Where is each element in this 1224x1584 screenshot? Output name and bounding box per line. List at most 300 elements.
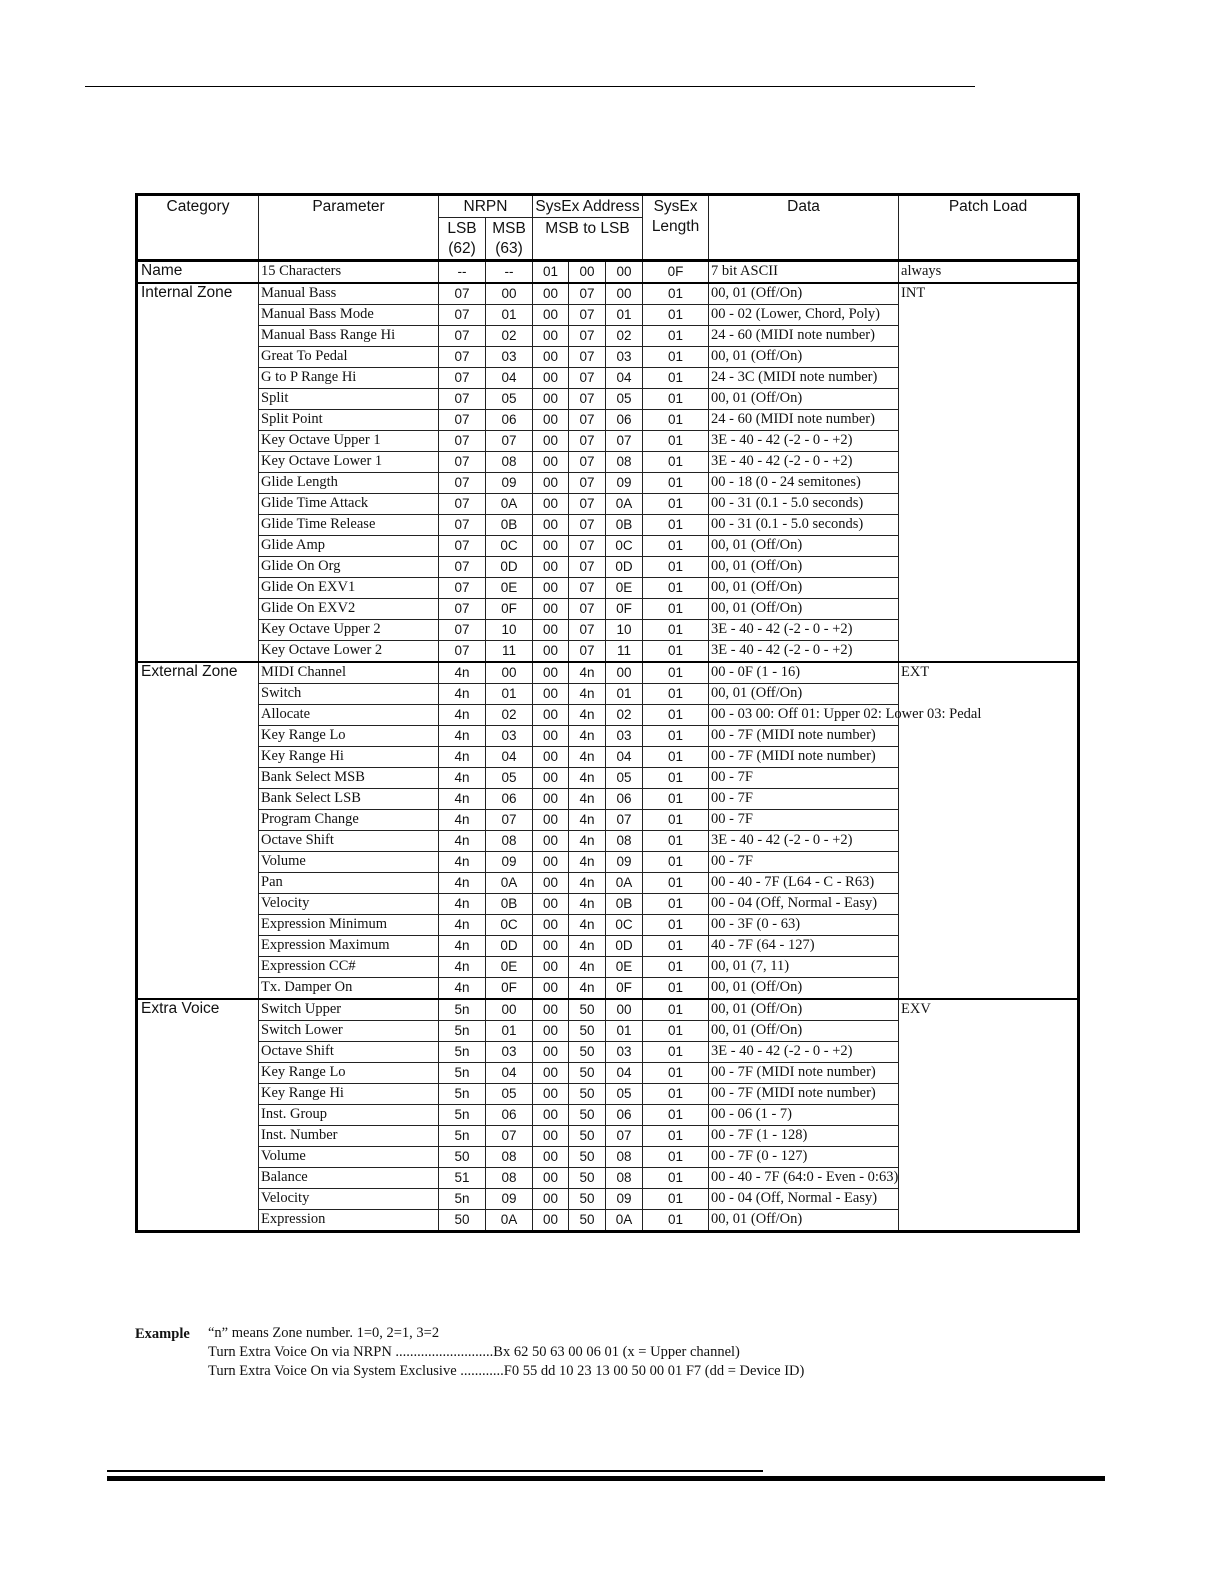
- sysex-addr-1-cell: 00: [533, 747, 569, 768]
- nrpn-lsb-cell: 5n: [439, 1084, 486, 1105]
- sysex-addr-1-cell: 00: [533, 1147, 569, 1168]
- table-row: [137, 283, 1079, 305]
- sysex-addr-1-cell: 00: [533, 999, 569, 1021]
- sysex-length-cell: 01: [643, 999, 709, 1021]
- parameter-cell: Octave Shift: [259, 831, 439, 852]
- nrpn-lsb-cell: 07: [439, 347, 486, 368]
- parameter-cell: Balance: [259, 1168, 439, 1189]
- sysex-addr-1-cell: 00: [533, 936, 569, 957]
- sysex-addr-2-cell: 4n: [569, 662, 606, 684]
- table-row: [137, 999, 1079, 1021]
- data-cell: 00 - 7F: [709, 768, 899, 789]
- nrpn-msb-cell: 09: [486, 1189, 533, 1210]
- sysex-length-cell: 01: [643, 747, 709, 768]
- sysex-addr-2-cell: 50: [569, 1210, 606, 1232]
- nrpn-sysex-table: [135, 193, 1080, 1233]
- data-cell: 00, 01 (Off/On): [709, 283, 899, 305]
- nrpn-msb-cell: 10: [486, 620, 533, 641]
- sysex-length-cell: 01: [643, 473, 709, 494]
- sysex-addr-1-cell: 00: [533, 389, 569, 410]
- sysex-length-cell: 01: [643, 936, 709, 957]
- sysex-addr-3-cell: 09: [606, 1189, 643, 1210]
- header-sysex-address: SysEx Address: [533, 195, 643, 218]
- sysex-addr-2-cell: 4n: [569, 747, 606, 768]
- nrpn-msb-cell: 07: [486, 431, 533, 452]
- sysex-addr-1-cell: 00: [533, 578, 569, 599]
- sysex-addr-3-cell: 02: [606, 705, 643, 726]
- sysex-addr-2-cell: 4n: [569, 978, 606, 1000]
- sysex-addr-1-cell: 00: [533, 810, 569, 831]
- sysex-length-cell: 01: [643, 873, 709, 894]
- sysex-addr-2-cell: 4n: [569, 957, 606, 978]
- parameter-cell: Inst. Group: [259, 1105, 439, 1126]
- nrpn-msb-cell: 0E: [486, 578, 533, 599]
- sysex-addr-2-cell: 50: [569, 1105, 606, 1126]
- nrpn-msb-cell: 01: [486, 684, 533, 705]
- sysex-addr-3-cell: 06: [606, 410, 643, 431]
- nrpn-msb-cell: 06: [486, 789, 533, 810]
- data-cell: 00 - 04 (Off, Normal - Easy): [709, 1189, 899, 1210]
- parameter-cell: Program Change: [259, 810, 439, 831]
- nrpn-lsb-cell: 07: [439, 326, 486, 347]
- data-cell: 00 - 7F: [709, 810, 899, 831]
- example-label: Example: [135, 1326, 190, 1342]
- sysex-addr-2-cell: 50: [569, 1147, 606, 1168]
- sysex-addr-1-cell: 00: [533, 431, 569, 452]
- nrpn-msb-cell: 07: [486, 810, 533, 831]
- sysex-length-cell: 01: [643, 1084, 709, 1105]
- nrpn-msb-cell: 0B: [486, 515, 533, 536]
- sysex-addr-3-cell: 00: [606, 662, 643, 684]
- nrpn-msb-cell: 08: [486, 831, 533, 852]
- data-cell: 00 - 0F (1 - 16): [709, 662, 899, 684]
- nrpn-msb-cell: 0A: [486, 1210, 533, 1232]
- parameter-cell: Key Octave Lower 1: [259, 452, 439, 473]
- parameter-cell: Key Octave Upper 2: [259, 620, 439, 641]
- sysex-addr-1-cell: 00: [533, 305, 569, 326]
- section-extra-voice: [137, 999, 1079, 1232]
- sysex-addr-1-cell: 00: [533, 726, 569, 747]
- parameter-cell: Split Point: [259, 410, 439, 431]
- nrpn-msb-cell: 08: [486, 1147, 533, 1168]
- nrpn-msb-cell: 03: [486, 1042, 533, 1063]
- sysex-addr-3-cell: 09: [606, 852, 643, 873]
- data-cell: 00 - 06 (1 - 7): [709, 1105, 899, 1126]
- sysex-addr-1-cell: 00: [533, 536, 569, 557]
- sysex-addr-1-cell: 00: [533, 283, 569, 305]
- sysex-addr-1-cell: 00: [533, 831, 569, 852]
- sysex-length-cell: 01: [643, 768, 709, 789]
- sysex-length-cell: 01: [643, 662, 709, 684]
- sysex-addr-2-cell: 50: [569, 1189, 606, 1210]
- parameter-cell: Key Range Hi: [259, 747, 439, 768]
- footer-thick-rule: [107, 1476, 1105, 1481]
- nrpn-lsb-cell: 5n: [439, 1189, 486, 1210]
- sysex-addr-3-cell: 08: [606, 452, 643, 473]
- nrpn-lsb-cell: 4n: [439, 831, 486, 852]
- nrpn-msb-cell: 0D: [486, 936, 533, 957]
- nrpn-msb-cell: 01: [486, 1021, 533, 1042]
- data-cell: 00 - 31 (0.1 - 5.0 seconds): [709, 515, 899, 536]
- patch-load-cell: EXT: [899, 662, 1079, 999]
- nrpn-msb-cell: 06: [486, 410, 533, 431]
- section-internal-zone: [137, 283, 1079, 662]
- parameter-cell: Glide On EXV1: [259, 578, 439, 599]
- nrpn-msb-cell: 0C: [486, 915, 533, 936]
- parameter-cell: Split: [259, 389, 439, 410]
- parameter-cell: Pan: [259, 873, 439, 894]
- sysex-length-cell: 01: [643, 368, 709, 389]
- nrpn-lsb-cell: 4n: [439, 747, 486, 768]
- sysex-addr-1-cell: 00: [533, 852, 569, 873]
- nrpn-msb-cell: 0C: [486, 536, 533, 557]
- sysex-addr-2-cell: 07: [569, 473, 606, 494]
- sysex-addr-2-cell: 07: [569, 494, 606, 515]
- data-cell: 00 - 03 00: Off 01: Upper 02: Lower 03: Pedal: [709, 705, 899, 726]
- parameter-cell: Volume: [259, 1147, 439, 1168]
- header-msb-label: MSB: [492, 220, 526, 237]
- sysex-length-cell: 01: [643, 1210, 709, 1232]
- parameter-cell: Key Range Lo: [259, 726, 439, 747]
- sysex-addr-2-cell: 07: [569, 599, 606, 620]
- nrpn-lsb-cell: 5n: [439, 1105, 486, 1126]
- section-external-zone: [137, 662, 1079, 999]
- sysex-addr-1-cell: 00: [533, 641, 569, 663]
- sysex-addr-2-cell: 4n: [569, 873, 606, 894]
- data-cell: 3E - 40 - 42 (-2 - 0 - +2): [709, 431, 899, 452]
- sysex-length-cell: 01: [643, 389, 709, 410]
- sysex-addr-1-cell: 00: [533, 1084, 569, 1105]
- nrpn-msb-cell: 03: [486, 726, 533, 747]
- sysex-addr-1-cell: 00: [533, 599, 569, 620]
- nrpn-msb-cell: 0F: [486, 978, 533, 1000]
- sysex-length-cell: 01: [643, 1042, 709, 1063]
- data-cell: 00 - 02 (Lower, Chord, Poly): [709, 305, 899, 326]
- parameter-cell: Allocate: [259, 705, 439, 726]
- nrpn-table-wrapper: [135, 193, 1077, 1233]
- nrpn-msb-cell: 08: [486, 1168, 533, 1189]
- data-cell: 00 - 18 (0 - 24 semitones): [709, 473, 899, 494]
- nrpn-lsb-cell: 5n: [439, 1126, 486, 1147]
- header-sysex-length-line1: SysEx: [653, 198, 698, 215]
- sysex-length-cell: 01: [643, 831, 709, 852]
- sysex-addr-2-cell: 4n: [569, 852, 606, 873]
- sysex-addr-3-cell: 00: [606, 283, 643, 305]
- parameter-cell: Octave Shift: [259, 1042, 439, 1063]
- parameter-cell: Manual Bass Mode: [259, 305, 439, 326]
- header-sysex-length: [643, 195, 709, 261]
- sysex-addr-2-cell: 07: [569, 389, 606, 410]
- sysex-addr-2-cell: 4n: [569, 705, 606, 726]
- sysex-length-cell: 01: [643, 1063, 709, 1084]
- data-cell: 00 - 7F (MIDI note number): [709, 1084, 899, 1105]
- category-cell: Name: [137, 261, 259, 284]
- nrpn-msb-cell: 11: [486, 641, 533, 663]
- sysex-addr-3-cell: 0F: [606, 599, 643, 620]
- sysex-length-cell: 01: [643, 641, 709, 663]
- parameter-cell: Manual Bass Range Hi: [259, 326, 439, 347]
- sysex-addr-2-cell: 4n: [569, 915, 606, 936]
- sysex-addr-1-cell: 00: [533, 620, 569, 641]
- nrpn-lsb-cell: 4n: [439, 957, 486, 978]
- sysex-addr-2-cell: 50: [569, 1021, 606, 1042]
- sysex-addr-3-cell: 04: [606, 1063, 643, 1084]
- nrpn-lsb-cell: 4n: [439, 768, 486, 789]
- sysex-length-cell: 01: [643, 810, 709, 831]
- parameter-cell: Expression CC#: [259, 957, 439, 978]
- data-cell: 3E - 40 - 42 (-2 - 0 - +2): [709, 1042, 899, 1063]
- sysex-addr-2-cell: 4n: [569, 810, 606, 831]
- data-cell: 00, 01 (7, 11): [709, 957, 899, 978]
- nrpn-msb-cell: 0B: [486, 894, 533, 915]
- sysex-addr-3-cell: 07: [606, 431, 643, 452]
- nrpn-msb-cell: --: [486, 261, 533, 284]
- sysex-addr-2-cell: 50: [569, 1084, 606, 1105]
- sysex-addr-1-cell: 00: [533, 1210, 569, 1232]
- sysex-addr-3-cell: 0A: [606, 1210, 643, 1232]
- top-rule: [85, 86, 975, 87]
- sysex-addr-2-cell: 07: [569, 347, 606, 368]
- nrpn-lsb-cell: 4n: [439, 662, 486, 684]
- sysex-length-cell: 01: [643, 1105, 709, 1126]
- sysex-addr-3-cell: 0E: [606, 578, 643, 599]
- sysex-addr-1-cell: 00: [533, 684, 569, 705]
- nrpn-lsb-cell: 07: [439, 536, 486, 557]
- sysex-addr-2-cell: 07: [569, 431, 606, 452]
- sysex-addr-3-cell: 11: [606, 641, 643, 663]
- nrpn-msb-cell: 03: [486, 347, 533, 368]
- header-data: Data: [709, 195, 899, 261]
- parameter-cell: Glide Time Release: [259, 515, 439, 536]
- parameter-cell: Glide Time Attack: [259, 494, 439, 515]
- data-cell: 00, 01 (Off/On): [709, 557, 899, 578]
- nrpn-msb-cell: 07: [486, 1126, 533, 1147]
- data-cell: 00 - 7F: [709, 852, 899, 873]
- data-cell: 00 - 7F: [709, 789, 899, 810]
- sysex-addr-3-cell: 09: [606, 473, 643, 494]
- nrpn-lsb-cell: 07: [439, 305, 486, 326]
- header-nrpn: NRPN: [439, 195, 533, 218]
- category-cell: Internal Zone: [137, 283, 259, 662]
- sysex-addr-3-cell: 02: [606, 326, 643, 347]
- sysex-addr-2-cell: 50: [569, 999, 606, 1021]
- sysex-addr-2-cell: 50: [569, 1168, 606, 1189]
- sysex-addr-2-cell: 07: [569, 641, 606, 663]
- sysex-addr-1-cell: 00: [533, 894, 569, 915]
- nrpn-msb-cell: 09: [486, 473, 533, 494]
- sysex-length-cell: 01: [643, 852, 709, 873]
- nrpn-lsb-cell: 07: [439, 431, 486, 452]
- nrpn-msb-cell: 04: [486, 747, 533, 768]
- sysex-length-cell: 01: [643, 915, 709, 936]
- nrpn-lsb-cell: 4n: [439, 852, 486, 873]
- sysex-addr-1-cell: 01: [533, 261, 569, 284]
- header-lsb: [439, 218, 486, 261]
- nrpn-lsb-cell: 07: [439, 410, 486, 431]
- data-cell: 00 - 7F (0 - 127): [709, 1147, 899, 1168]
- parameter-cell: 15 Characters: [259, 261, 439, 284]
- nrpn-lsb-cell: 50: [439, 1147, 486, 1168]
- sysex-length-cell: 01: [643, 283, 709, 305]
- sysex-addr-1-cell: 00: [533, 1021, 569, 1042]
- sysex-addr-3-cell: 0B: [606, 515, 643, 536]
- nrpn-msb-cell: 00: [486, 999, 533, 1021]
- nrpn-lsb-cell: 07: [439, 557, 486, 578]
- sysex-addr-1-cell: 00: [533, 557, 569, 578]
- sysex-addr-3-cell: 0A: [606, 494, 643, 515]
- parameter-cell: Manual Bass: [259, 283, 439, 305]
- data-cell: 00 - 04 (Off, Normal - Easy): [709, 894, 899, 915]
- data-cell: 00, 01 (Off/On): [709, 978, 899, 1000]
- sysex-addr-1-cell: 00: [533, 957, 569, 978]
- parameter-cell: Switch Lower: [259, 1021, 439, 1042]
- sysex-addr-1-cell: 00: [533, 768, 569, 789]
- sysex-addr-2-cell: 07: [569, 536, 606, 557]
- nrpn-msb-cell: 0D: [486, 557, 533, 578]
- nrpn-lsb-cell: 07: [439, 368, 486, 389]
- table-header: [137, 195, 1079, 261]
- sysex-length-cell: 0F: [643, 261, 709, 284]
- header-lsb-number: (62): [448, 240, 476, 257]
- sysex-addr-3-cell: 05: [606, 389, 643, 410]
- data-cell: 24 - 60 (MIDI note number): [709, 326, 899, 347]
- patch-load-cell: EXV: [899, 999, 1079, 1232]
- sysex-length-cell: 01: [643, 957, 709, 978]
- parameter-cell: Velocity: [259, 894, 439, 915]
- sysex-addr-2-cell: 50: [569, 1042, 606, 1063]
- data-cell: 00, 01 (Off/On): [709, 578, 899, 599]
- sysex-addr-3-cell: 05: [606, 1084, 643, 1105]
- data-cell: 00, 01 (Off/On): [709, 999, 899, 1021]
- sysex-addr-3-cell: 10: [606, 620, 643, 641]
- nrpn-msb-cell: 08: [486, 452, 533, 473]
- sysex-addr-3-cell: 06: [606, 1105, 643, 1126]
- table-row: [137, 662, 1079, 684]
- data-cell: 00, 01 (Off/On): [709, 684, 899, 705]
- sysex-length-cell: 01: [643, 494, 709, 515]
- parameter-cell: Velocity: [259, 1189, 439, 1210]
- sysex-length-cell: 01: [643, 1126, 709, 1147]
- data-cell: 3E - 40 - 42 (-2 - 0 - +2): [709, 831, 899, 852]
- nrpn-lsb-cell: 07: [439, 494, 486, 515]
- nrpn-msb-cell: 04: [486, 1063, 533, 1084]
- sysex-addr-1-cell: 00: [533, 1126, 569, 1147]
- nrpn-msb-cell: 01: [486, 305, 533, 326]
- header-sysex-length-line2: Length: [651, 218, 700, 235]
- sysex-addr-3-cell: 04: [606, 368, 643, 389]
- sysex-addr-1-cell: 00: [533, 1168, 569, 1189]
- sysex-addr-3-cell: 0C: [606, 915, 643, 936]
- nrpn-lsb-cell: 07: [439, 641, 486, 663]
- nrpn-lsb-cell: 4n: [439, 873, 486, 894]
- sysex-addr-1-cell: 00: [533, 789, 569, 810]
- nrpn-msb-cell: 05: [486, 1084, 533, 1105]
- category-cell: Extra Voice: [137, 999, 259, 1232]
- sysex-length-cell: 01: [643, 620, 709, 641]
- sysex-addr-2-cell: 07: [569, 326, 606, 347]
- sysex-length-cell: 01: [643, 705, 709, 726]
- sysex-length-cell: 01: [643, 894, 709, 915]
- sysex-addr-2-cell: 50: [569, 1063, 606, 1084]
- nrpn-lsb-cell: --: [439, 261, 486, 284]
- data-cell: 00, 01 (Off/On): [709, 389, 899, 410]
- parameter-cell: Glide Length: [259, 473, 439, 494]
- sysex-addr-1-cell: 00: [533, 410, 569, 431]
- nrpn-lsb-cell: 07: [439, 473, 486, 494]
- nrpn-lsb-cell: 07: [439, 452, 486, 473]
- sysex-addr-1-cell: 00: [533, 1105, 569, 1126]
- sysex-addr-2-cell: 4n: [569, 789, 606, 810]
- sysex-addr-1-cell: 00: [533, 662, 569, 684]
- sysex-addr-1-cell: 00: [533, 978, 569, 1000]
- nrpn-lsb-cell: 4n: [439, 810, 486, 831]
- sysex-length-cell: 01: [643, 347, 709, 368]
- data-cell: 00 - 3F (0 - 63): [709, 915, 899, 936]
- sysex-addr-1-cell: 00: [533, 473, 569, 494]
- sysex-length-cell: 01: [643, 1168, 709, 1189]
- header-lsb-label: LSB: [447, 220, 477, 237]
- data-cell: 00, 01 (Off/On): [709, 536, 899, 557]
- data-cell: 7 bit ASCII: [709, 261, 899, 284]
- nrpn-lsb-cell: 4n: [439, 789, 486, 810]
- parameter-cell: Glide Amp: [259, 536, 439, 557]
- sysex-addr-1-cell: 00: [533, 915, 569, 936]
- sysex-length-cell: 01: [643, 1147, 709, 1168]
- sysex-addr-1-cell: 00: [533, 1042, 569, 1063]
- sysex-length-cell: 01: [643, 684, 709, 705]
- nrpn-lsb-cell: 5n: [439, 1021, 486, 1042]
- nrpn-msb-cell: 00: [486, 662, 533, 684]
- sysex-length-cell: 01: [643, 305, 709, 326]
- data-cell: 00 - 7F (MIDI note number): [709, 747, 899, 768]
- parameter-cell: Tx. Damper On: [259, 978, 439, 1000]
- nrpn-lsb-cell: 5n: [439, 999, 486, 1021]
- parameter-cell: Key Range Hi: [259, 1084, 439, 1105]
- parameter-cell: Key Range Lo: [259, 1063, 439, 1084]
- sysex-addr-2-cell: 50: [569, 1126, 606, 1147]
- data-cell: 3E - 40 - 42 (-2 - 0 - +2): [709, 641, 899, 663]
- sysex-addr-2-cell: 07: [569, 452, 606, 473]
- sysex-length-cell: 01: [643, 452, 709, 473]
- table-row: [137, 261, 1079, 284]
- sysex-addr-3-cell: 00: [606, 999, 643, 1021]
- data-cell: 00, 01 (Off/On): [709, 1021, 899, 1042]
- data-cell: 00 - 7F (MIDI note number): [709, 726, 899, 747]
- sysex-length-cell: 01: [643, 578, 709, 599]
- parameter-cell: Expression: [259, 1210, 439, 1232]
- nrpn-lsb-cell: 4n: [439, 894, 486, 915]
- sysex-addr-3-cell: 0D: [606, 557, 643, 578]
- sysex-addr-2-cell: 4n: [569, 768, 606, 789]
- sysex-addr-2-cell: 07: [569, 620, 606, 641]
- sysex-addr-1-cell: 00: [533, 873, 569, 894]
- sysex-addr-2-cell: 4n: [569, 684, 606, 705]
- nrpn-lsb-cell: 5n: [439, 1063, 486, 1084]
- sysex-addr-2-cell: 07: [569, 283, 606, 305]
- sysex-addr-1-cell: 00: [533, 347, 569, 368]
- nrpn-lsb-cell: 51: [439, 1168, 486, 1189]
- sysex-addr-2-cell: 07: [569, 578, 606, 599]
- data-cell: 24 - 3C (MIDI note number): [709, 368, 899, 389]
- sysex-addr-2-cell: 07: [569, 368, 606, 389]
- data-cell: 00 - 40 - 7F (L64 - C - R63): [709, 873, 899, 894]
- sysex-addr-3-cell: 0A: [606, 873, 643, 894]
- nrpn-msb-cell: 00: [486, 283, 533, 305]
- sysex-addr-3-cell: 0D: [606, 936, 643, 957]
- nrpn-lsb-cell: 07: [439, 389, 486, 410]
- section-name: [137, 261, 1079, 284]
- sysex-addr-3-cell: 01: [606, 1021, 643, 1042]
